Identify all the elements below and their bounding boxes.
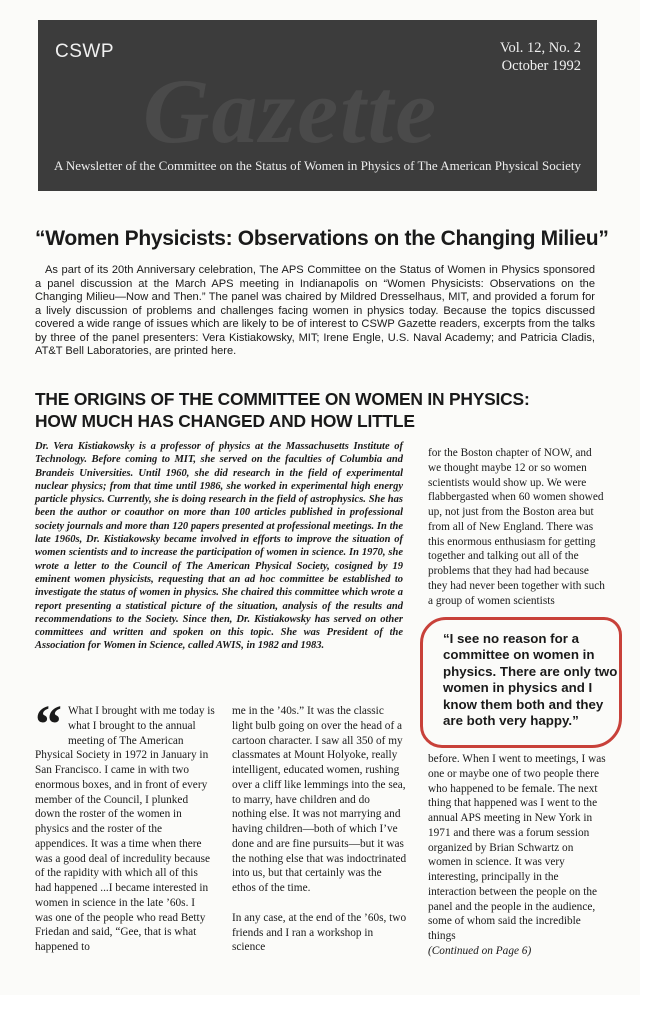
column-text-p1: me in the ’40s.” It was the classic light bulb going on over the head of a cartoon character. I saw all 350 of my classmates at Mount Holyoke, really intelligent, educated women, rushing over a cliff like lemmings into the sea, to marry, have children and do nothing else. It was not marrying and having children—both of which I’ve done and are fine pursuits—but it was the nothing else that was indoctrinated into us, but that certainly was the ethos of the time. (232, 705, 407, 894)
masthead (38, 20, 597, 191)
article-headline: “Women Physicists: Observations on the Changing Milieu” (35, 227, 609, 250)
column-text: Society in 1972 in January in San Francisco. I came in with two enormous boxes, and in front of every member of the Council, I plunked down the roster of the women in physics and the roster of the appendices. It was a time when there was a good deal of incredulity because of the rapidity with which all of this had happened ...I became interested in women in science in the late ’60s. I was one of the people who read Betty Friedan and said, “Gee, that is what happened to (35, 749, 211, 953)
masthead-tagline: A Newsletter of the Committee on the Status of Women in Physics of The American Physical Society (53, 158, 582, 173)
column-text-lead: What I brought with me today is what I brought to the annual meeting of The American Physical (35, 705, 215, 762)
column-text: for the Boston chapter of NOW, and we thought maybe 12 or so women scientists would show up. We were flabbergasted when 60 women showed up, not just from the Boston area but from all of New England. There was this enormous enthusiasm for getting together and talking out all of the problems that they had had because they had never been together with such a group of women scientists (428, 447, 605, 607)
issue-info (500, 39, 581, 75)
column-left (35, 694, 215, 955)
column-right-top (428, 446, 606, 608)
volume-number: Vol. 12, No. 2 (499, 40, 581, 56)
column-text: before. When I went to meetings, I was one or maybe one of two people there who happened to be female. The next thing that happened was I went to the annual APS meeting in New York in 1971 and there was a forum session organized by Brian Schwartz on women in science. It was very interesting, principally in the interaction between the people on the panel and the people in the audience, some of whom said the incredible things (428, 753, 606, 942)
intro-paragraph: As part of its 20th Anniversary celebration, The APS Committee on the Status of Women in Physics sponsored a panel discussion at the March APS meeting in Indianapolis on “Women Physicists: Observations on the Changing Milieu—Now and Then.” The panel was chaired by Mildred Dresselhaus, MIT, and provided a forum for a lively discussion of problems and challenges facing women in physics today. Because the topics discussed covered a wide range of issues which are likely to be of interest to CSWP Gazette readers, excerpts from the talks by three of the panel presenters: Vera Kistiakowsky, MIT; Irene Engle, U.S. Naval Academy; and Patricia Cladis, AT&T Bell Laboratories, are printed here. (35, 264, 595, 358)
pull-quote-box (420, 617, 622, 748)
section-title-line-2: HOW MUCH HAS CHANGED AND HOW LITTLE (35, 411, 415, 431)
author-bio: Dr. Vera Kistiakowsky is a professor of physics at the Massachusetts Institute of Technology. Before coming to MIT, she served on the faculties of Columbia and Brandeis Universities. Until 1960, she did research in the field of experimental nuclear physics; from that time until 1986, she worked in experimental high energy particle physics. Currently, she is doing research in the field of astrophysics. She has been the author or coauthor on more than 100 articles published in professional society journals and more than 120 papers presented at professional meetings. In the late 1960s, Dr. Kistiakowsky became involved in efforts to improve the situation of women scientists and to increase the participation of women in science. In 1970, she wrote a letter to the Council of The American Physical Society, cosigned by 19 eminent women physicists, requesting that an ad hoc committee be established to investigate the status of women in physics. She chaired this committee which wrote a report presenting a statistical picture of the situation, analysis of the results and recommendations to the Society. Since then, Dr. Kistiakowsky has served on other committees and written and spoken on this topic. She was President of the Association for Women in Science, called AWIS, in 1982 and 1983. (35, 441, 403, 652)
column-right-bottom (428, 752, 606, 959)
gazette-wordmark: Gazette (143, 60, 439, 162)
org-name: CSWP (55, 41, 114, 62)
section-title (35, 388, 615, 432)
pull-quote: “I see no reason for a committee on women in physics. There are only two women in physics and I know them both and they are both very happy.” (443, 631, 618, 729)
column-text-p2: In any case, at the end of the ’60s, two friends and I ran a workshop in science (232, 911, 407, 954)
column-middle (232, 704, 407, 955)
issue-date: October 1992 (501, 58, 581, 74)
section-title-line-1: THE ORIGINS OF THE COMMITTEE ON WOMEN IN PHYSICS: (35, 389, 530, 409)
continued-note: (Continued on Page 6) (428, 944, 532, 957)
open-quote-mark: “ (35, 694, 62, 754)
